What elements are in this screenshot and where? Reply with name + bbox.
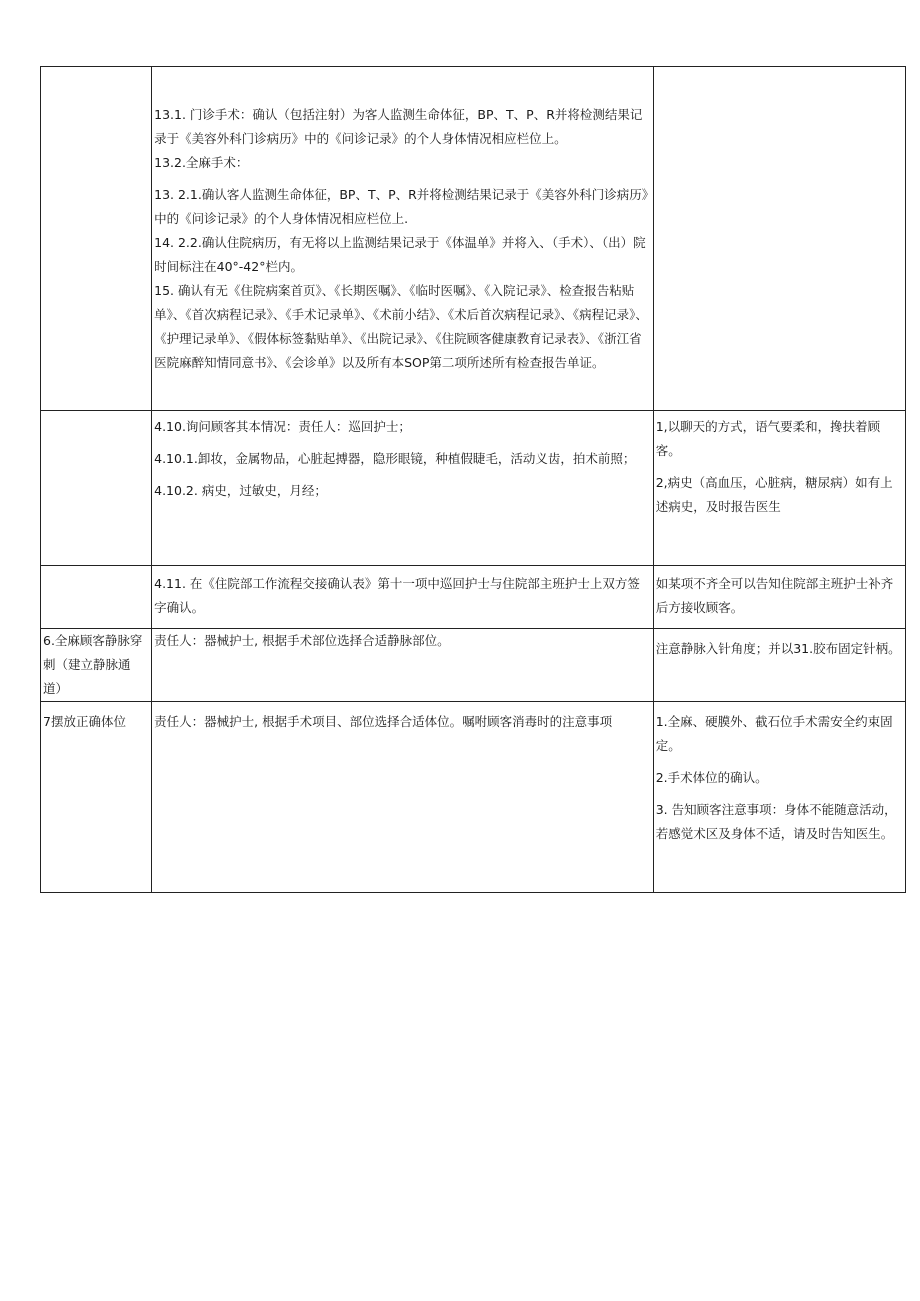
paragraph: 4.11. 在《住院部工作流程交接确认表》第十一项中巡回护士与住院部主班护士上双方签字确认。 (154, 576, 640, 615)
step-cell (41, 702, 152, 893)
paragraph: 4.10.1.卸妆，金属物品，心脏起搏器，隐形眼镜，种植假睫毛，活动义齿，拍术前照； (154, 451, 636, 466)
paragraph: 13.1. 门诊手术：确认（包括注射）为客人监测生命体征，BP、T、P、R并将检测结果记录于《美容外科门诊病历》中的《问诊记录》的个人身体情况相应栏位上。 (154, 107, 643, 146)
table-row (41, 702, 906, 893)
paragraph: 责任人：器械护士, 根据手术部位选择合适静脉部位。 (154, 633, 450, 648)
table-row (41, 411, 906, 566)
paragraph: 2,病史（高血压，心脏病，糖尿病）如有上述病史，及时报告医生 (655, 475, 893, 514)
content-cell (152, 702, 654, 893)
paragraph: 4.10.2. 病史，过敏史，月经； (154, 483, 327, 498)
paragraph: 1.全麻、硬膜外、截石位手术需安全约束固定。 (655, 714, 893, 753)
step-cell (41, 566, 152, 629)
step-title: 6.全麻顾客静脉穿刺（建立静脉通道） (43, 633, 143, 696)
paragraph: 14. 2.2.确认住院病历，有无将以上监测结果记录于《体温单》并将入、（手术）、（出）院时间标注在40°-42°栏内。 (154, 235, 646, 274)
paragraph: 2.手术体位的确认。 (655, 770, 768, 785)
paragraph: 如某项不齐全可以告知住院部主班护士补齐后方接收顾客。 (655, 576, 894, 615)
note-cell (653, 566, 905, 629)
note-cell (653, 67, 905, 411)
step-cell (41, 411, 152, 566)
note-cell (653, 702, 905, 893)
paragraph: 13.2.全麻手术： (154, 155, 249, 170)
paragraph: 责任人：器械护士, 根据手术项目、部位选择合适体位。嘱咐顾客消毒时的注意事项 (154, 714, 613, 729)
paragraph: 13. 2.1.确认客人监测生命体征，BP、T、P、R并将检测结果记录于《美容外科门诊病历》中的《问诊记录》的个人身体情况相应栏位上. (154, 187, 649, 226)
content-cell (152, 566, 654, 629)
table-row (41, 566, 906, 629)
step-cell (41, 629, 152, 702)
table-row (41, 629, 906, 702)
content-cell (152, 67, 654, 411)
note-cell (653, 411, 905, 566)
paragraph: 注意静脉入针角度；并以31.胶布固定针柄。 (655, 641, 901, 656)
table-row (41, 67, 906, 411)
step-cell (41, 67, 152, 411)
step-title: 7摆放正确体位 (43, 714, 126, 729)
content-cell (152, 411, 654, 566)
paragraph: 1,以聊天的方式，语气要柔和，搀扶着顾客。 (655, 419, 881, 458)
paragraph: 4.10.询问顾客其本情况：责任人：巡回护士； (154, 419, 411, 434)
procedure-table (40, 66, 906, 893)
paragraph: 15. 确认有无《住院病案首页》、《长期医嘱》、《临时医嘱》、《入院记录》、检查报告粘贴单》、《首次病程记录》、《手术记录单》、《术前小结》、《术后首次病程记录》、《病程记录》、《护理记录单》、《假体标签黏贴单》、《出院记录》、《住院顾客健康教育记录表》、《浙江省医院麻醉知情同意书》、《会诊单》以及所有本SOP第二项所述所有检查报告单证。 (154, 283, 648, 370)
content-cell (152, 629, 654, 702)
note-cell (653, 629, 905, 702)
paragraph: 3. 告知顾客注意事项：身体不能随意活动，若感觉术区及身体不适，请及时告知医生。 (655, 802, 897, 841)
